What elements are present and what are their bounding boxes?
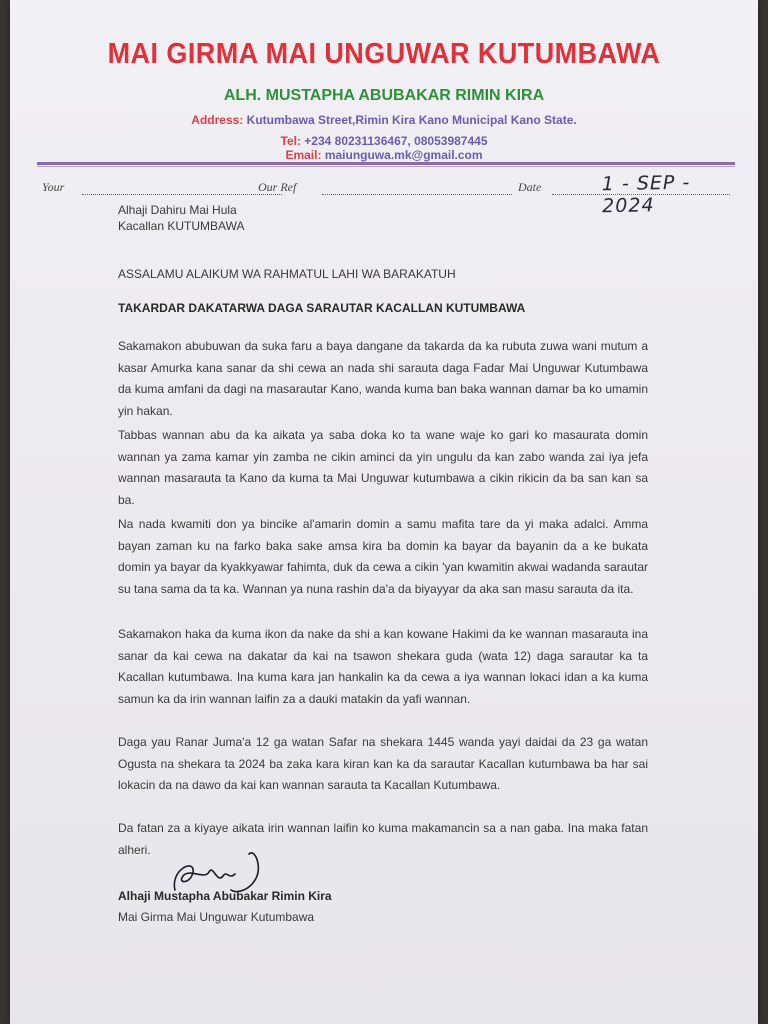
signatory-role: Mai Girma Mai Unguwar Kutumbawa <box>118 910 315 924</box>
email-label: Email: <box>285 148 322 162</box>
paragraph: Sakamakon abubuwan da suka faru a baya dangane da takarda da ka rubuta zuwa wani mutum a kasar Amurka kana sanar da shi cewa an nada shi sarauta daga Fadar Mai Unguwar Kutumbawa da kuma amfani da dagi na masarautar Kano, wanda kuma ban baka wannan damar ba ko umamin yin hakan. <box>118 339 648 418</box>
your-ref-label: Your <box>42 180 65 194</box>
address-value: Kutumbawa Street,Rimin Kira Kano Municipal Kano State. <box>246 113 577 127</box>
date-label: Date <box>518 180 542 194</box>
address-label: Address: <box>191 113 244 127</box>
our-ref-label: Our Ref <box>258 180 297 194</box>
our-ref-line <box>322 182 512 195</box>
your-ref-line <box>82 182 282 195</box>
letterhead-subtitle: ALH. MUSTAPHA ABUBAKAR RIMIN KIRA <box>223 87 545 104</box>
recipient-name: Alhaji Dahiru Mai Hula <box>118 203 237 217</box>
paragraph: Da fatan za a kiyaye aikata irin wannan laifin ko kuma makamancin sa a nan gaba. Ina maka fatan alheri. <box>118 821 648 857</box>
letterhead-tel <box>0 134 768 148</box>
tel-value: +234 80231136467, 08053987445 <box>304 134 488 148</box>
signatory-name: Alhaji Mustapha Abubakar Rimin Kira <box>118 889 332 903</box>
recipient-title: Kacallan KUTUMBAWA <box>118 219 245 233</box>
letterhead-email <box>0 148 768 162</box>
letterhead-divider <box>37 162 735 165</box>
paragraph: Daga yau Ranar Juma'a 12 ga watan Safar na shekara 1445 wanda yayi daidai da 23 ga watan Ogusta na shekara ta 2024 ba zaka kara kiran kan ka da sarautar Kacallan kutumbawa ba har sai lokacin da na dawo da kai kan wannan sarauta ta Kacallan Kutumbawa. <box>118 735 648 792</box>
paragraph: Na nada kwamiti don ya bincike al'amarin domin a samu mafita tare da yi maka adalci. Amma bayan zaman ku na farko baka sake amsa kira ba domin ka bayar da bayanin da a ke bukata domin ya bayar da kyakkyawar fahimta, duk da cewa a cikin 'yan kwamitin akwai wadanda sarautar su tana sama da ta ka. Wannan ya nuna rashin da'a da biyayyar da aka san masu sarauta da ita. <box>118 517 648 596</box>
letterhead-divider-thin <box>37 166 735 167</box>
email-value: maiunguwa.mk@gmail.com <box>324 148 483 162</box>
tel-label: Tel: <box>280 134 301 148</box>
subject-line: TAKARDAR DAKATARWA DAGA SARAUTAR KACALLAN KUTUMBAWA <box>118 301 526 315</box>
date-value: 1 - SEP - 2024 <box>601 171 691 218</box>
paragraph: Sakamakon haka da kuma ikon da nake da shi a kan kowane Hakimi da ke wannan masarauta ina sanar da kai cewa na dakatar da kai na tsawon shekara guda (wata 12) daga sarautar ka ta Kacallan kutumbawa. Ina kuma kara jan hankalin ka da cewa a iya wannan lokaci idan a ka kuma samun ka da irin wannan laifin za a dauki matakin da yafi wannan. <box>118 627 648 706</box>
letterhead-title: MAI GIRMA MAI UNGUWAR KUTUMBAWA <box>107 38 661 70</box>
letterhead-address <box>0 113 768 127</box>
greeting: ASSALAMU ALAIKUM WA RAHMATUL LAHI WA BARAKATUH <box>118 267 456 281</box>
paragraph: Tabbas wannan abu da ka aikata ya saba doka ko ta wane waje ko gari ko masaurata domin wannan ya zama kamar yin zamba ne cikin aminci da yin ungulu da kan zabo wanda zai iya jefa wannan masarauta ta Kano da kuma ta Mai Unguwar kutumbawa a cikin rikicin da ba san kan sa ba. <box>118 428 648 507</box>
